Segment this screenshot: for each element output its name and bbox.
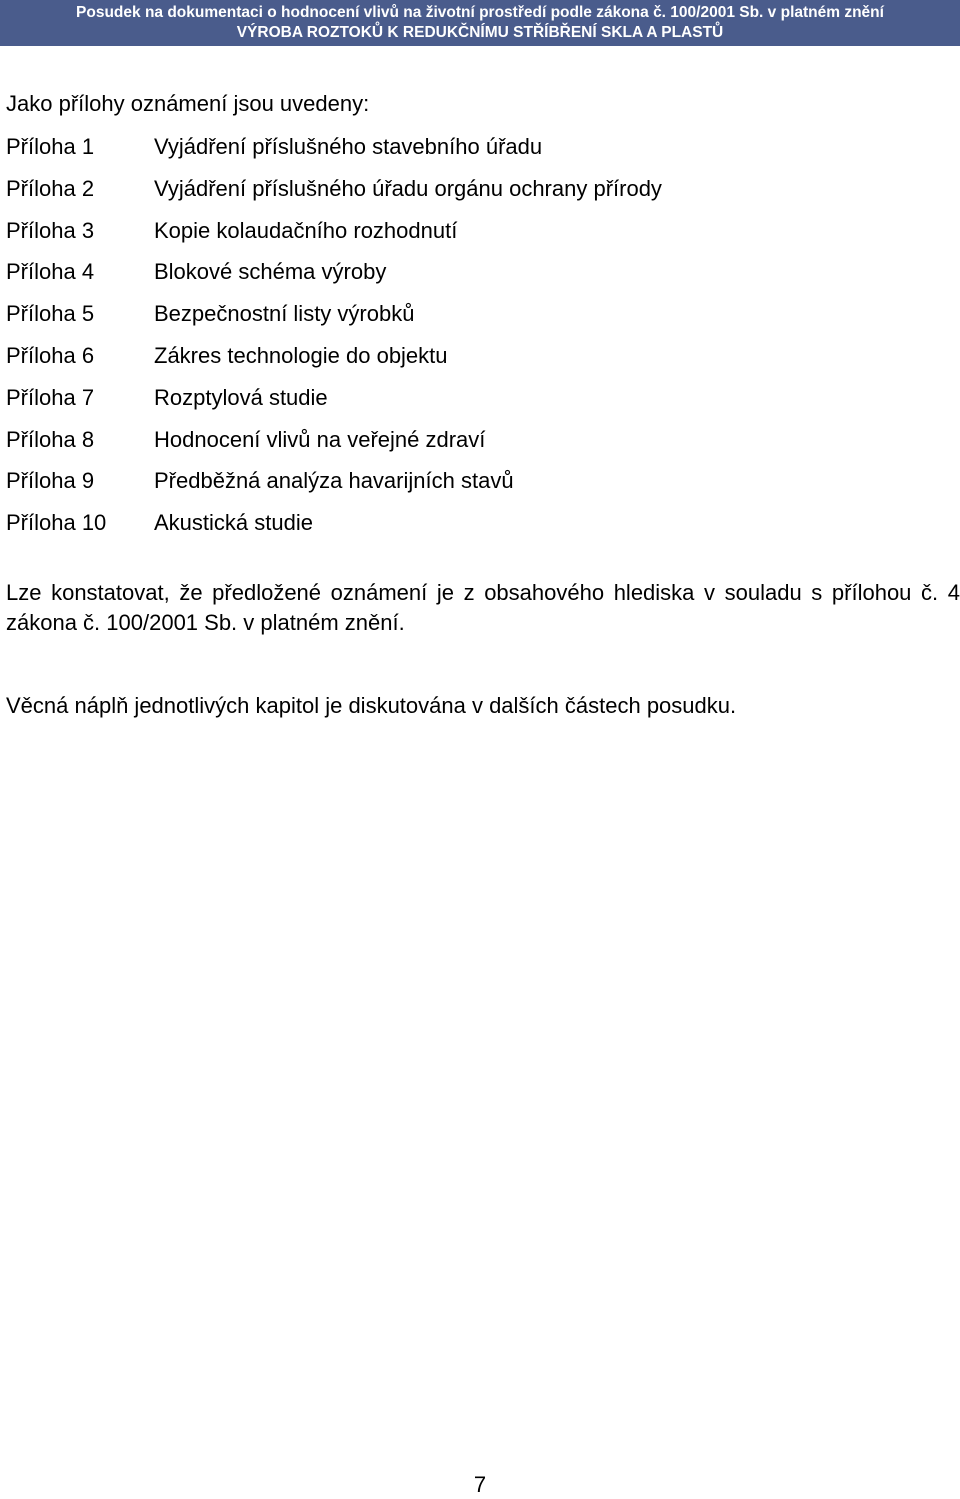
document-header	[0, 0, 960, 46]
attachment-label: Příloha 6	[6, 342, 95, 368]
attachment-description: Kopie kolaudačního rozhodnutí	[154, 217, 458, 243]
attachment-row	[6, 465, 946, 507]
attachment-label: Příloha 4	[6, 259, 95, 285]
compliance-paragraph: Lze konstatovat, že předložené oznámení je z obsahového hlediska v souladu s přílohou č. 4 zákona č. 100/2001 Sb. v platném znění.	[6, 580, 960, 635]
attachment-row	[6, 215, 946, 257]
attachment-label: Příloha 3	[6, 217, 95, 243]
attachment-label: Příloha 1	[6, 134, 95, 159]
attachment-label: Příloha 5	[6, 301, 95, 327]
header-document-title: Posudek na dokumentaci o hodnocení vlivů na životní prostředí podle zákona č. 100/2001 Sb. v platném znění	[76, 4, 884, 21]
attachment-row	[6, 507, 946, 549]
header-project-title: VÝROBA ROZTOKŮ K REDUKČNÍMU STŘÍBŘENÍ SKLA A PLASTŮ	[236, 24, 724, 41]
attachment-label: Příloha 8	[6, 426, 95, 452]
attachment-description: Blokové schéma výroby	[154, 259, 387, 285]
attachment-description: Rozptylová studie	[154, 384, 328, 410]
attachment-description: Předběžná analýza havarijních stavů	[154, 468, 514, 494]
attachments-intro: Jako přílohy oznámení jsou uvedeny:	[6, 91, 370, 116]
page-number: 7	[473, 1472, 487, 1497]
attachment-row	[6, 173, 946, 215]
attachment-row	[6, 256, 946, 298]
attachment-row	[6, 382, 946, 424]
attachment-row	[6, 424, 946, 466]
attachment-label: Příloha 10	[6, 510, 107, 536]
attachment-label: Příloha 2	[6, 175, 95, 201]
attachment-description: Vyjádření příslušného úřadu orgánu ochrany přírody	[154, 175, 662, 201]
attachments-list	[6, 131, 946, 549]
attachment-description: Vyjádření příslušného stavebního úřadu	[154, 134, 543, 159]
attachment-row	[6, 340, 946, 382]
attachment-label: Příloha 7	[6, 384, 95, 410]
attachment-description: Bezpečnostní listy výrobků	[154, 301, 415, 327]
attachment-row	[6, 131, 946, 173]
attachment-description: Zákres technologie do objektu	[154, 342, 448, 368]
attachment-row	[6, 298, 946, 340]
attachment-label: Příloha 9	[6, 468, 95, 494]
attachment-description: Akustická studie	[154, 510, 313, 536]
attachment-description: Hodnocení vlivů na veřejné zdraví	[154, 426, 486, 452]
content-note-paragraph: Věcná náplň jednotlivých kapitol je diskutována v dalších částech posudku.	[6, 693, 737, 718]
